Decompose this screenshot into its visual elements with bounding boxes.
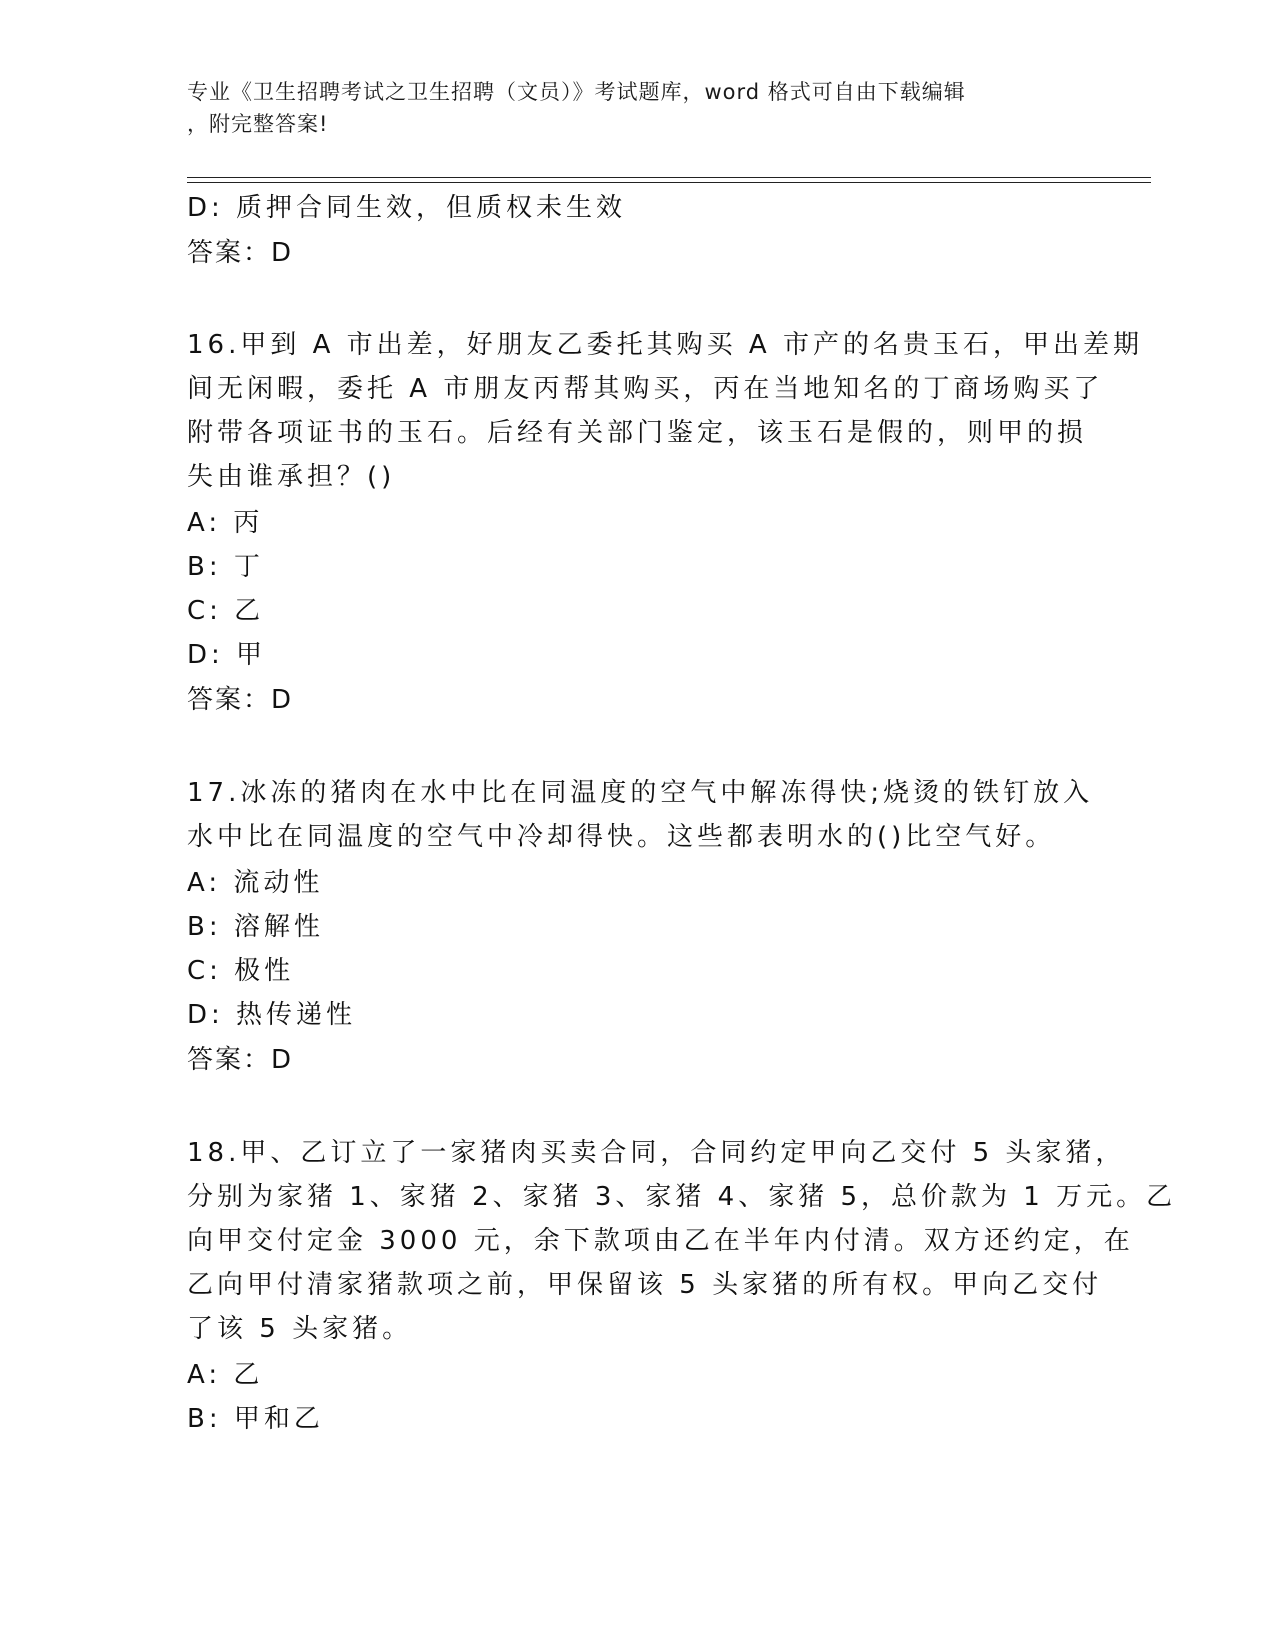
- q16-answer: 答案：D: [187, 685, 294, 715]
- q16-option-a: A: 丙: [187, 508, 264, 538]
- q17-stem-line-1: 17.冰冻的猪肉在水中比在同温度的空气中解冻得快;烧烫的铁钉放入: [187, 778, 1094, 808]
- q18-stem-line-1: 18.甲、乙订立了一家猪肉买卖合同，合同约定甲向乙交付 5 头家猪，: [187, 1138, 1126, 1168]
- q16-option-d: D: 甲: [187, 640, 267, 670]
- q18-stem-line-3: 向甲交付定金 3000 元，余下款项由乙在半年内付清。双方还约定，在: [187, 1226, 1134, 1256]
- q16-stem-line-1: 16.甲到 A 市出差，好朋友乙委托其购买 A 市产的名贵玉石，甲出差期: [187, 330, 1143, 360]
- q17-option-c: C: 极性: [187, 956, 295, 986]
- q16-stem-line-3: 附带各项证书的玉石。后经有关部门鉴定，该玉石是假的，则甲的损: [187, 418, 1088, 448]
- q18-stem-line-4: 乙向甲付清家猪款项之前，甲保留该 5 头家猪的所有权。甲向乙交付: [187, 1270, 1103, 1300]
- q17-answer: 答案：D: [187, 1045, 294, 1075]
- q16-stem-line-2: 间无闲暇，委托 A 市朋友丙帮其购买，丙在当地知名的丁商场购买了: [187, 374, 1104, 404]
- page-header: [187, 76, 1087, 140]
- q17-option-b: B: 溶解性: [187, 912, 324, 942]
- header-divider-bottom: [187, 182, 1151, 183]
- q18-stem-line-5: 了该 5 头家猪。: [187, 1314, 413, 1344]
- header-line-1: 专业《卫生招聘考试之卫生招聘（文员）》考试题库，word 格式可自由下载编辑: [187, 80, 966, 104]
- q17-option-d: D: 热传递性: [187, 1000, 357, 1030]
- q17-stem-line-2: 水中比在同温度的空气中冷却得快。这些都表明水的()比空气好。: [187, 822, 1056, 852]
- q18-option-b: B: 甲和乙: [187, 1404, 324, 1434]
- q18-option-a: A: 乙: [187, 1360, 264, 1390]
- q16-option-c: C: 乙: [187, 596, 265, 626]
- q16-stem-line-4: 失由谁承担？(): [187, 462, 396, 492]
- prev-option-d: D: 质押合同生效，但质权未生效: [187, 193, 627, 223]
- header-divider-top: [187, 177, 1151, 178]
- prev-answer: 答案：D: [187, 238, 294, 268]
- q18-stem-line-2: 分别为家猪 1、家猪 2、家猪 3、家猪 4、家猪 5，总价款为 1 万元。乙: [187, 1182, 1177, 1212]
- header-line-2: ，附完整答案!: [187, 112, 329, 136]
- q16-option-b: B: 丁: [187, 552, 264, 582]
- q17-option-a: A: 流动性: [187, 868, 324, 898]
